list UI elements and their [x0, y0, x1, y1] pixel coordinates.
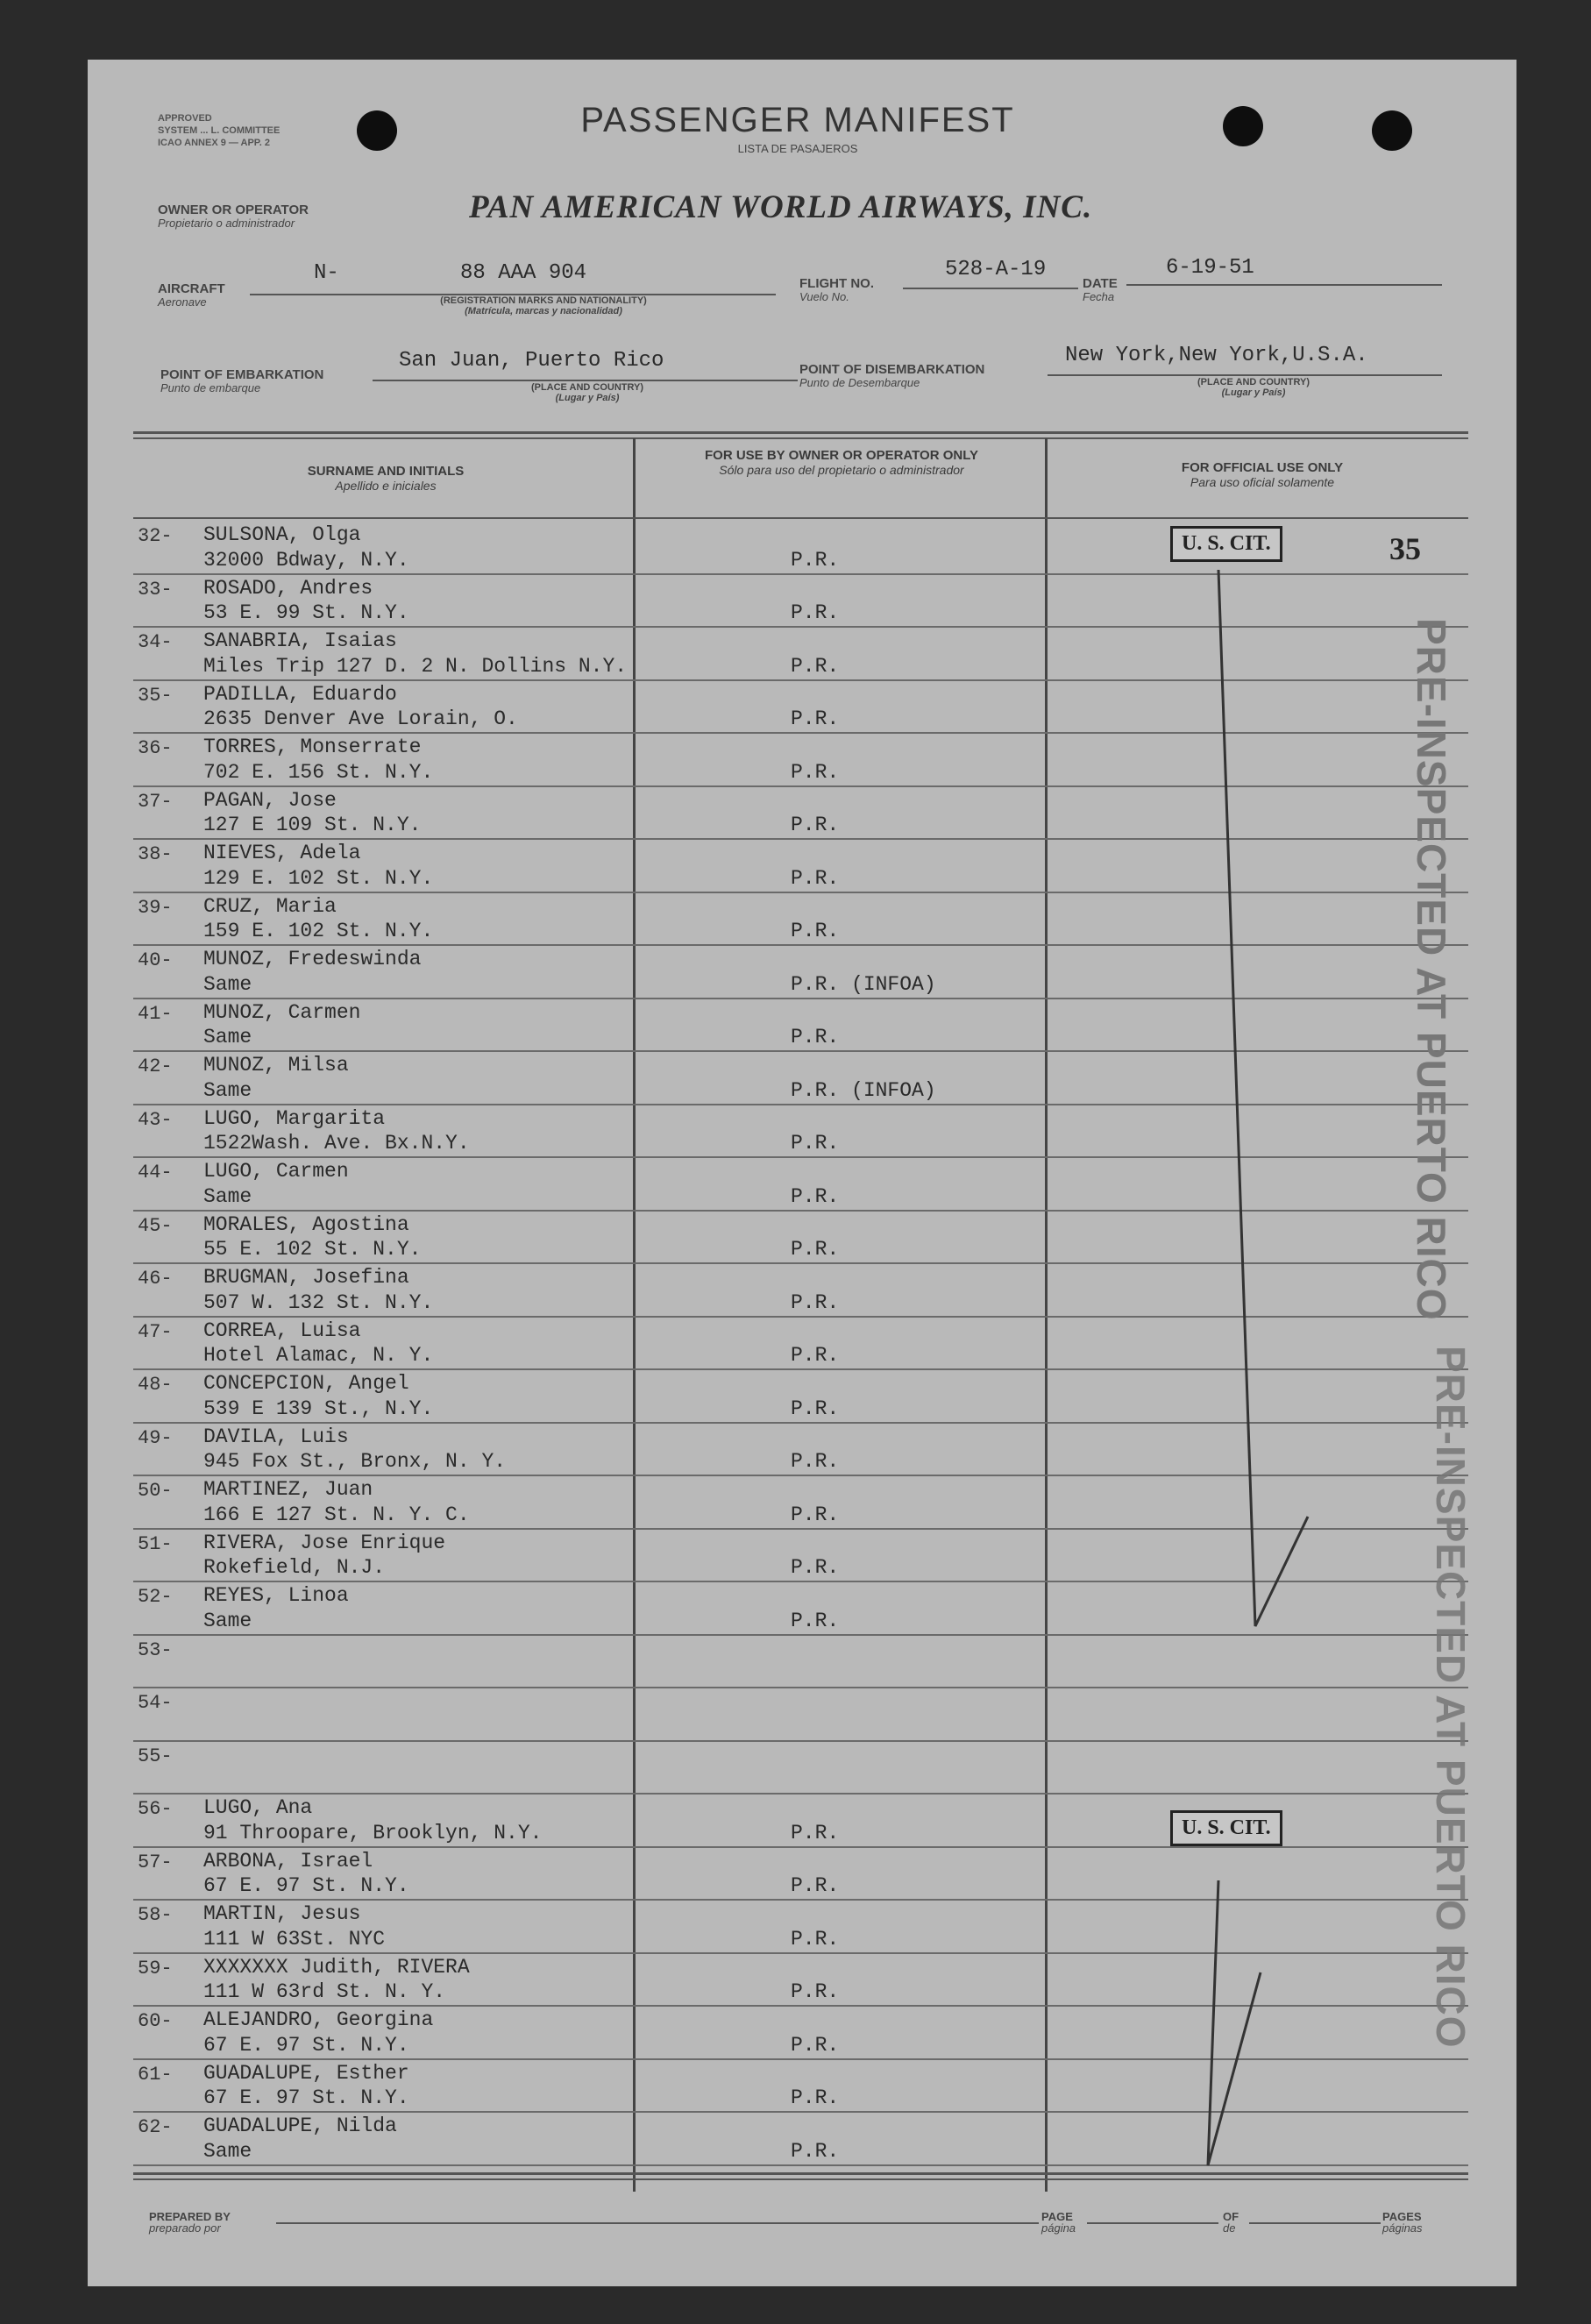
row-number: 60-: [138, 2010, 173, 2032]
table-row: [133, 946, 1468, 999]
table-row: [133, 681, 1468, 735]
passenger-name: CONCEPCION, Angel: [203, 1372, 409, 1395]
table-row: [133, 1848, 1468, 1901]
passenger-address: 129 E. 102 St. N.Y.: [203, 866, 434, 890]
operator-logo: PAN AMERICAN WORLD AIRWAYS, INC.: [469, 189, 1093, 225]
table-row: [133, 575, 1468, 629]
aircraft-registration: 88 AAA 904: [460, 261, 587, 285]
page-label: PAGE página: [1041, 2210, 1076, 2235]
passenger-address: 1522Wash. Ave. Bx.N.Y.: [203, 1132, 470, 1155]
table-row: [133, 1052, 1468, 1105]
table-row: [133, 1424, 1468, 1477]
passenger-address: Rokefield, N.J.: [203, 1556, 386, 1579]
us-citizen-stamp: U. S. CIT.: [1170, 1810, 1282, 1846]
row-number: 50-: [138, 1480, 173, 1502]
operator-note: P.R.: [791, 707, 840, 730]
prepared-by-label: PREPARED BY preparado por: [149, 2210, 231, 2235]
row-number: 58-: [138, 1904, 173, 1926]
approval-line: APPROVED: [158, 113, 212, 124]
row-number: 52-: [138, 1586, 173, 1608]
passenger-address: 67 E. 97 St. N.Y.: [203, 1874, 409, 1897]
passenger-address: Same: [203, 1609, 252, 1632]
table-row: [133, 787, 1468, 841]
operator-note: P.R.: [791, 1450, 840, 1473]
row-number: 39-: [138, 896, 173, 919]
passenger-name: MUNOZ, Milsa: [203, 1054, 349, 1077]
table-row: [133, 1370, 1468, 1424]
passenger-name: PADILLA, Eduardo: [203, 682, 397, 706]
preinspected-stamp: PRE-INSPECTED AT PUERTO RICO: [1428, 1346, 1474, 2049]
flight-number: 528-A-19: [945, 258, 1047, 281]
operator-note: P.R.: [791, 654, 840, 678]
header-rule: [133, 431, 1468, 434]
approval-note: [158, 112, 386, 149]
passenger-address: 111 W 63rd St. N. Y.: [203, 1980, 446, 2003]
passenger-name: CORREA, Luisa: [203, 1318, 361, 1342]
row-number: 61-: [138, 2063, 173, 2086]
operator-note: P.R.: [791, 1980, 840, 2003]
row-number: 40-: [138, 949, 173, 971]
passenger-name: REYES, Linoa: [203, 1584, 349, 1607]
row-number: 36-: [138, 737, 173, 759]
aircraft-prefix: N-: [314, 261, 339, 285]
row-number: 44-: [138, 1162, 173, 1183]
table-row: [133, 1954, 1468, 2008]
table-row: [133, 1742, 1468, 1795]
row-number: 62-: [138, 2116, 173, 2138]
column-header-surname: SURNAME AND INITIALS Apellido e iniciales: [307, 464, 465, 493]
column-header-operator: FOR USE BY OWNER OR OPERATOR ONLY Sólo para uso del propietario o administrador: [705, 448, 978, 477]
header-bottom-rule: [133, 517, 1468, 519]
flight-label: FLIGHT NO. Vuelo No.: [799, 276, 874, 303]
row-number: 57-: [138, 1851, 173, 1873]
passenger-name: MARTIN, Jesus: [203, 1902, 361, 1925]
passenger-name: MUNOZ, Fredeswinda: [203, 948, 422, 970]
operator-note: P.R.: [791, 1927, 840, 1951]
passenger-address: 55 E. 102 St. N.Y.: [203, 1238, 422, 1261]
row-number: 56-: [138, 1798, 173, 1820]
row-number: 42-: [138, 1055, 173, 1077]
passenger-address: 67 E. 97 St. N.Y.: [203, 2033, 409, 2057]
owner-label: OWNER OR OPERATOR Propietario o administrador: [158, 203, 309, 230]
row-number: 46-: [138, 1268, 173, 1290]
disembarkation-label: POINT OF DISEMBARKATION Punto de Desembarque: [799, 362, 985, 389]
preinspected-stamp: PRE-INSPECTED AT PUERTO RICO: [1409, 618, 1454, 1321]
punch-hole-right: [1223, 106, 1263, 146]
passenger-name: SANABRIA, Isaias: [203, 629, 397, 652]
table-row: [133, 1636, 1468, 1689]
passenger-address: 91 Throopare, Brooklyn, N.Y.: [203, 1821, 543, 1844]
operator-note: P.R.: [791, 2086, 840, 2109]
operator-note: P.R.: [791, 1397, 840, 1420]
row-number: 43-: [138, 1108, 173, 1131]
operator-note: P.R.: [791, 760, 840, 784]
operator-note: P.R.: [791, 1821, 840, 1844]
passenger-name: XXXXXXX Judith, RIVERA: [203, 1955, 470, 1979]
operator-note: P.R.: [791, 1132, 840, 1155]
row-number: 33-: [138, 578, 173, 601]
table-row: [133, 893, 1468, 947]
table-row: [133, 2060, 1468, 2114]
form-title: PASSENGER MANIFEST: [580, 101, 1015, 139]
operator-note: P.R.: [791, 1344, 840, 1367]
column-header-official: FOR OFFICIAL USE ONLY Para uso oficial solamente: [1181, 460, 1344, 489]
passenger-name: RIVERA, Jose Enrique: [203, 1531, 446, 1554]
passenger-address: 159 E. 102 St. N.Y.: [203, 920, 434, 942]
passenger-address: Same: [203, 1184, 252, 1208]
passenger-name: LUGO, Margarita: [203, 1106, 386, 1130]
row-number: 34-: [138, 631, 173, 653]
row-number: 38-: [138, 843, 173, 865]
passenger-name: GUADALUPE, Nilda: [203, 2114, 397, 2137]
row-number: 32-: [138, 525, 173, 547]
table-row: [133, 734, 1468, 787]
passenger-count: 35: [1389, 531, 1421, 566]
of-label: OF de: [1223, 2210, 1239, 2235]
table-row: [133, 999, 1468, 1053]
table-row: [133, 1582, 1468, 1636]
operator-note: P.R.: [791, 2033, 840, 2057]
passenger-name: PAGAN, Jose: [203, 788, 337, 812]
passenger-name: MUNOZ, Carmen: [203, 1000, 361, 1024]
row-rule: [133, 2164, 1468, 2166]
table-row: [133, 1476, 1468, 1530]
passenger-name: ARBONA, Israel: [203, 1849, 373, 1873]
operator-note: P.R.: [791, 1026, 840, 1048]
table-row: [133, 1158, 1468, 1212]
passenger-name: MORALES, Agostina: [203, 1212, 409, 1236]
table-row: [133, 628, 1468, 681]
passenger-name: SULSONA, Olga: [203, 523, 361, 546]
passenger-address: Same: [203, 1078, 252, 1102]
passenger-address: Same: [203, 2139, 252, 2163]
operator-note: P.R.: [791, 1556, 840, 1579]
passenger-address: Miles Trip 127 D. 2 N. Dollins N.Y.: [203, 654, 628, 678]
passenger-address: 67 E. 97 St. N.Y.: [203, 2086, 409, 2109]
embarkation-note: (PLACE AND COUNTRY) (Lugar y País): [530, 382, 644, 403]
operator-note: P.R.: [791, 2139, 840, 2163]
passenger-address: Hotel Alamac, N. Y.: [203, 1344, 434, 1367]
operator-note: P.R.: [791, 1503, 840, 1526]
row-number: 47-: [138, 1320, 173, 1343]
pages-label: PAGES páginas: [1382, 2210, 1423, 2235]
table-row: [133, 840, 1468, 893]
operator-note: P.R.: [791, 1184, 840, 1208]
row-number: 53-: [138, 1638, 173, 1661]
passenger-name: LUGO, Carmen: [203, 1160, 349, 1183]
approval-line: SYSTEM ... L. COMMITTEE: [158, 125, 281, 136]
operator-note: P.R.: [791, 866, 840, 890]
passenger-name: NIEVES, Adela: [203, 842, 361, 864]
disembarkation-place: New York,New York,U.S.A.: [1065, 344, 1368, 367]
passenger-address: 111 W 63St. NYC: [203, 1927, 386, 1951]
operator-note: P.R. (INFOA): [791, 1078, 936, 1102]
operator-note: P.R.: [791, 1290, 840, 1314]
table-row: [133, 1318, 1468, 1371]
operator-note: P.R.: [791, 1238, 840, 1261]
row-number: 35-: [138, 684, 173, 707]
passenger-name: CRUZ, Maria: [203, 894, 337, 918]
passenger-address: 539 E 139 St., N.Y.: [203, 1397, 434, 1420]
disembarkation-note: (PLACE AND COUNTRY) (Lugar y País): [1197, 377, 1310, 398]
passenger-address: Same: [203, 1026, 252, 1048]
embarkation-label: POINT OF EMBARKATION Punto de embarque: [160, 367, 324, 394]
passenger-name: ALEJANDRO, Georgina: [203, 2008, 434, 2031]
table-row: [133, 1688, 1468, 1742]
row-number: 51-: [138, 1532, 173, 1555]
footer-rule: [133, 2172, 1468, 2175]
header-rule: [133, 437, 1468, 439]
us-citizen-stamp: U. S. CIT.: [1170, 526, 1282, 562]
table-row: [133, 1264, 1468, 1318]
passenger-name: DAVILA, Luis: [203, 1425, 349, 1448]
operator-note: P.R.: [791, 1874, 840, 1897]
passenger-name: ROSADO, Andres: [203, 576, 373, 600]
row-number: 59-: [138, 1957, 173, 1979]
operator-note: P.R.: [791, 1609, 840, 1632]
passenger-address: 166 E 127 St. N. Y. C.: [203, 1503, 470, 1526]
row-number: 49-: [138, 1426, 173, 1449]
aircraft-label: AIRCRAFT Aeronave: [158, 281, 225, 309]
passenger-address: 53 E. 99 St. N.Y.: [203, 601, 409, 624]
passenger-name: MARTINEZ, Juan: [203, 1478, 373, 1501]
row-number: 54-: [138, 1692, 173, 1714]
operator-note: P.R.: [791, 548, 840, 572]
row-number: 37-: [138, 790, 173, 813]
passenger-address: 507 W. 132 St. N.Y.: [203, 1290, 434, 1314]
row-number: 45-: [138, 1214, 173, 1237]
passenger-address: 32000 Bdway, N.Y.: [203, 548, 409, 572]
passenger-name: LUGO, Ana: [203, 1796, 313, 1819]
footer-rule: [133, 2178, 1468, 2180]
operator-note: P.R. (INFOA): [791, 972, 936, 996]
passenger-name: GUADALUPE, Esther: [203, 2061, 409, 2085]
operator-note: P.R.: [791, 920, 840, 942]
date-label: DATE Fecha: [1083, 276, 1118, 303]
row-number: 48-: [138, 1374, 173, 1396]
punch-hole-far-right: [1372, 110, 1412, 151]
table-row: [133, 1105, 1468, 1159]
passenger-name: BRUGMAN, Josefina: [203, 1266, 409, 1289]
table-row: [133, 1212, 1468, 1265]
approval-line: ICAO ANNEX 9 — APP. 2: [158, 138, 270, 148]
flight-date: 6-19-51: [1166, 256, 1254, 280]
embarkation-place: San Juan, Puerto Rico: [399, 349, 664, 373]
registration-note: (REGISTRATION MARKS AND NATIONALITY) (Matrícula, marcas y nacionalidad): [440, 295, 647, 316]
table-row: [133, 2113, 1468, 2166]
passenger-address: 702 E. 156 St. N.Y.: [203, 760, 434, 784]
passenger-address: Same: [203, 972, 252, 996]
table-row: [133, 2007, 1468, 2060]
form-subtitle: LISTA DE PASAJEROS: [737, 142, 858, 155]
passenger-address: 127 E 109 St. N.Y.: [203, 814, 422, 836]
passenger-name: TORRES, Monserrate: [203, 736, 422, 758]
table-row: [133, 1901, 1468, 1954]
passenger-address: 2635 Denver Ave Lorain, O.: [203, 707, 518, 730]
operator-note: P.R.: [791, 814, 840, 836]
passenger-address: 945 Fox St., Bronx, N. Y.: [203, 1450, 507, 1473]
operator-note: P.R.: [791, 601, 840, 624]
row-number: 41-: [138, 1002, 173, 1025]
table-row: [133, 1530, 1468, 1583]
row-number: 55-: [138, 1745, 173, 1767]
